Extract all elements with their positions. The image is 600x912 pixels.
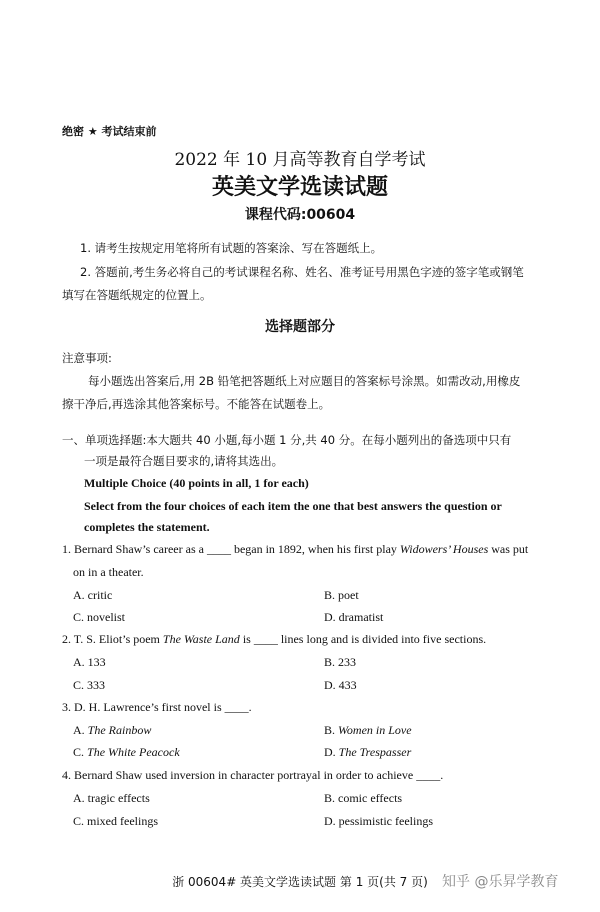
q2-title: The Waste Land — [162, 632, 240, 646]
q3-a-title: The Rainbow — [87, 723, 152, 737]
q1-title: Widowers’ Houses — [399, 542, 489, 556]
q1-option-b: B. poet — [324, 588, 359, 602]
q2-option-d: D. 433 — [324, 678, 357, 692]
part1-en-line1: Select from the four choices of each item the one that best answers the question or — [84, 499, 502, 513]
subject-title: 英美文学选读试题 — [211, 175, 388, 200]
q2-option-b: B. 233 — [324, 655, 357, 669]
part1-en-title: Multiple Choice (40 points in all, 1 for each) — [84, 476, 309, 490]
q4-option-b: B. comic effects — [324, 791, 403, 805]
q3-d-title: The Trespasser — [338, 745, 412, 759]
instruction-2-line1: 2. 答题前,考生务必将自己的考试课程名称、姓名、准考证号用黑色字迹的签字笔或钢笔 — [80, 265, 524, 279]
q3-c-title: The White Peacock — [87, 745, 180, 759]
secret-label: 绝密 ★ 考试结束前 — [62, 125, 157, 138]
q3-option-b — [324, 723, 412, 738]
watermark: 知乎 @乐昇学教育 — [442, 874, 559, 890]
q3-option-a — [73, 723, 151, 738]
q3-a-label: A. — [73, 723, 88, 737]
q1-pre: 1. Bernard Shaw’s career as a ____ began in 1892, when his first play — [62, 542, 400, 556]
question-3-stem: 3. D. H. Lawrence’s first novel is ____. — [62, 700, 252, 714]
q4-option-a: A. tragic effects — [73, 791, 150, 805]
attention-line2: 擦干净后,再选涂其他答案标号。不能答在试题卷上。 — [62, 397, 331, 411]
q1-post: was put — [488, 542, 529, 556]
q3-option-d — [324, 745, 411, 760]
part1-heading-line2: 一项是最符合题目要求的,请将其选出。 — [84, 454, 284, 468]
attention-line1: 每小题选出答案后,用 2B 铅笔把答题纸上对应题目的答案标号涂黑。如需改动,用橡皮 — [88, 374, 521, 388]
question-2-stem — [62, 632, 486, 647]
section-title: 选择题部分 — [265, 319, 335, 335]
q3-c-label: C. — [73, 745, 88, 759]
exam-title: 2022 年 10 月高等教育自学考试 — [174, 150, 426, 170]
part1-heading-line1: 一、单项选择题:本大题共 40 小题,每小题 1 分,共 40 分。在每小题列出的备选项中只有 — [62, 433, 512, 447]
instruction-1: 1. 请考生按规定用笔将所有试题的答案涂、写在答题纸上。 — [80, 241, 383, 255]
attention-label: 注意事项: — [62, 351, 112, 365]
q1-option-c: C. novelist — [73, 610, 126, 624]
q4-option-d: D. pessimistic feelings — [324, 814, 433, 828]
q3-option-c — [73, 745, 180, 760]
q2-option-c: C. 333 — [73, 678, 106, 692]
page-footer: 浙 00604# 英美文学选读试题 第 1 页(共 7 页) — [172, 875, 428, 889]
q4-option-c: C. mixed feelings — [73, 814, 158, 828]
q3-b-title: Women in Love — [338, 723, 412, 737]
q2-pre: 2. T. S. Eliot’s poem — [62, 632, 163, 646]
q2-option-a: A. 133 — [73, 655, 106, 669]
q2-post: is ____ lines long and is divided into five sections. — [239, 632, 487, 646]
question-1-stem — [62, 542, 528, 557]
question-4-stem: 4. Bernard Shaw used inversion in character portrayal in order to achieve ____. — [62, 768, 444, 782]
question-1-stem-line2: on in a theater. — [73, 565, 144, 579]
instruction-2-line2: 填写在答题纸规定的位置上。 — [62, 288, 212, 302]
q1-option-d: D. dramatist — [324, 610, 384, 624]
q3-b-label: B. — [324, 723, 339, 737]
course-code: 课程代码:00604 — [244, 207, 356, 223]
q1-option-a: A. critic — [73, 588, 113, 602]
q3-d-label: D. — [324, 745, 339, 759]
part1-en-line2: completes the statement. — [84, 520, 210, 534]
